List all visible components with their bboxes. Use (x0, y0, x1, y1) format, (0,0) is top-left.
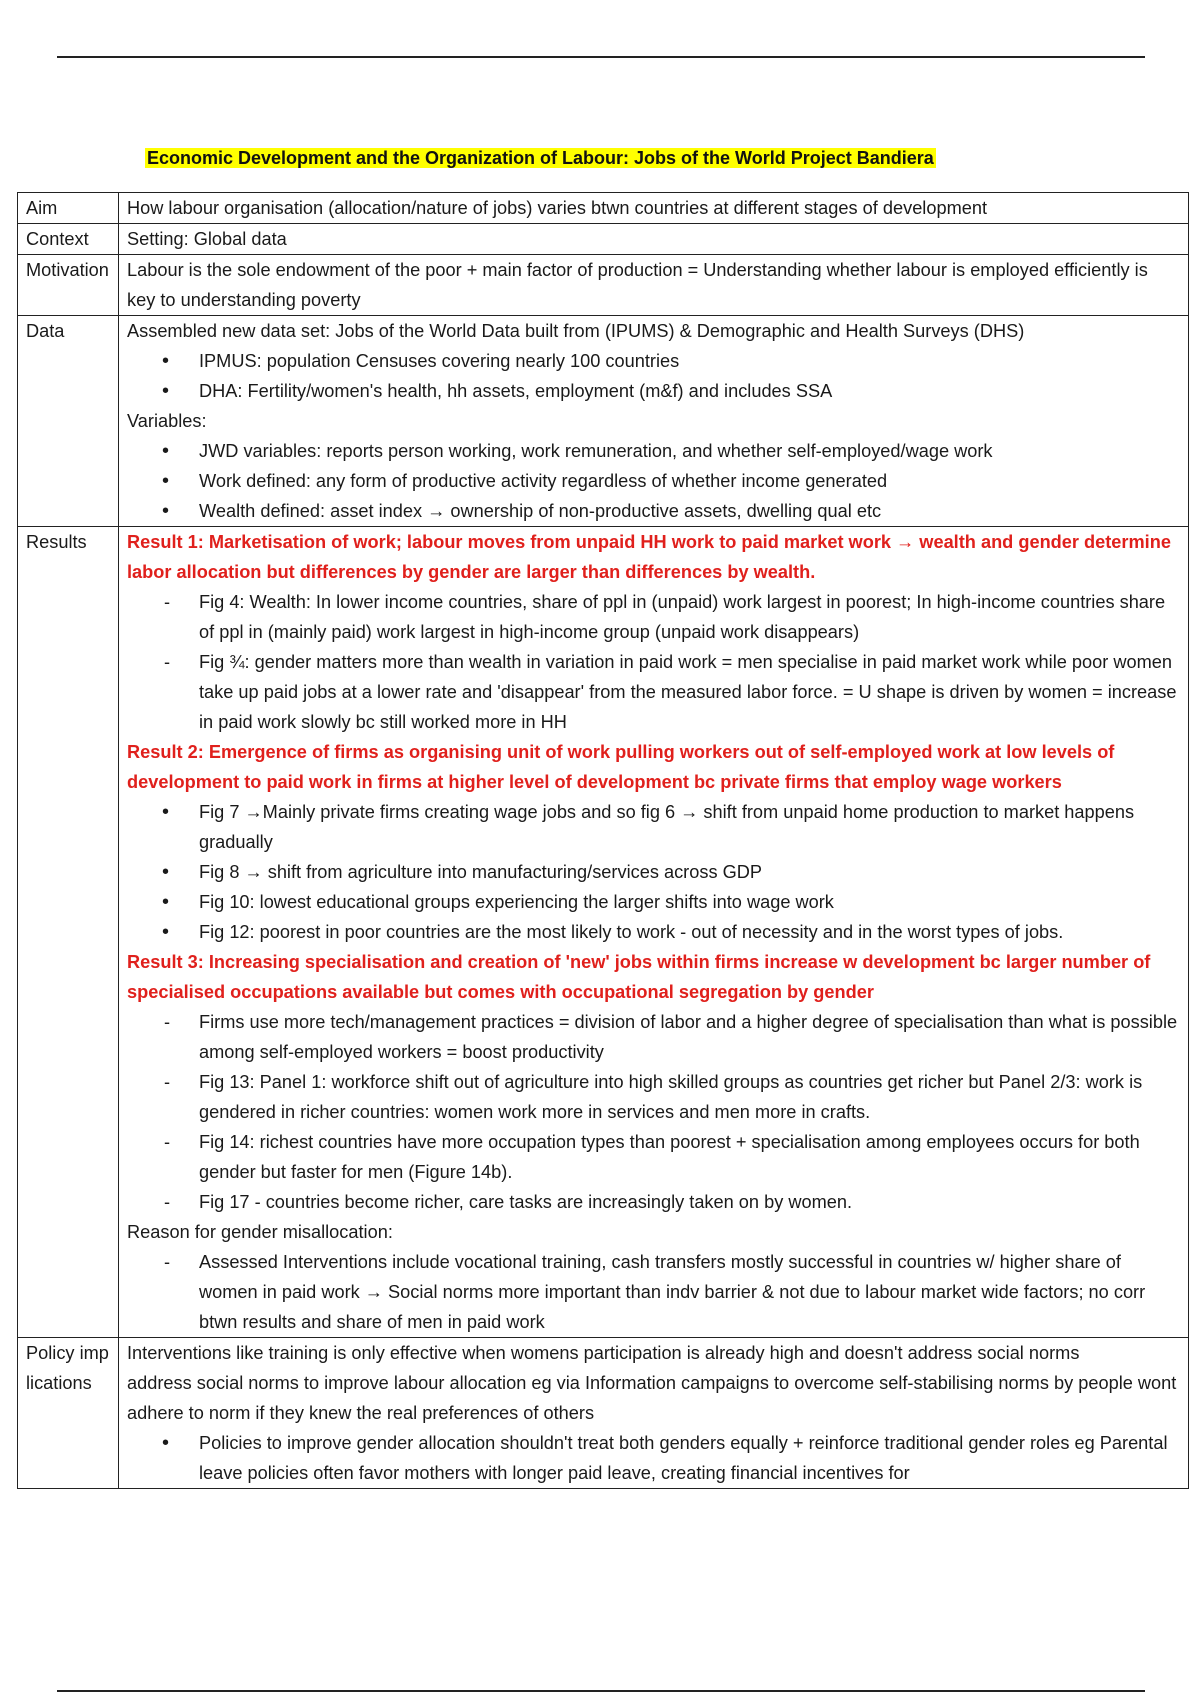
header-rule (57, 56, 1145, 58)
motivation-text: Labour is the sole endowment of the poor + main factor of production = Understanding whether labour is employed efficiently is key to understanding poverty (119, 255, 1189, 316)
list-item: - Fig 13: Panel 1: workforce shift out of agriculture into high skilled groups as countries get richer but Panel 2/3: work is gendered in richer countries: women work more in services and men more in crafts. (127, 1067, 1180, 1127)
row-motivation (18, 255, 1189, 316)
list-item: - Fig 4: Wealth: In lower income countries, share of ppl in (unpaid) work largest in poorest; In high-income countries share of ppl in (mainly paid) work largest in high-income group (unpaid work disappears) (127, 587, 1180, 647)
row-data (18, 316, 1189, 527)
result-2-heading: Result 2: Emergence of firms as organising unit of work pulling workers out of self-employed work at low levels of development to paid work in firms at higher level of development bc private firms that employ wage workers (127, 742, 1115, 792)
results-cell (119, 527, 1189, 1338)
result-1-heading: Result 1: Marketisation of work; labour moves from unpaid HH work to paid market work → wealth and gender determine labor allocation but differences by gender are larger than differences by wealth. (127, 532, 1171, 582)
aim-text: How labour organisation (allocation/nature of jobs) varies btwn countries at different stages of development (119, 193, 1189, 224)
list-item: - Fig 14: richest countries have more occupation types than poorest + specialisation among employees occurs for both gender but faster for men (Figure 14b). (127, 1127, 1180, 1187)
list-item: • JWD variables: reports person working, work remuneration, and whether self-employed/wage work (127, 436, 1180, 466)
list-item: - Fig 17 - countries become richer, care tasks are increasingly taken on by women. (127, 1187, 1180, 1217)
row-label-policy: Policy implications (18, 1338, 119, 1489)
variables-label: Variables: (127, 411, 207, 431)
row-results (18, 527, 1189, 1338)
page-title: Economic Development and the Organization of Labour: Jobs of the World Project Bandiera (147, 148, 934, 168)
title-wrap (145, 146, 936, 172)
list-item: - Fig ¾: gender matters more than wealth in variation in paid work = men specialise in paid market work while poor women take up paid jobs at a lower rate and 'disappear' from the measured labor force. = U shape is driven by women = increase in paid work slowly bc still worked more in HH (127, 647, 1180, 737)
context-text: Setting: Global data (119, 224, 1189, 255)
list-item: - Firms use more tech/management practices = division of labor and a higher degree of specialisation than what is possible among self-employed workers = boost productivity (127, 1007, 1180, 1067)
policy-line-2: address social norms to improve labour allocation eg via Information campaigns to overcome self-stabilising norms by people wont adhere to norm if they knew the real preferences of others (127, 1373, 1177, 1423)
result-1-points (127, 587, 1180, 737)
row-label-motivation: Motivation (18, 255, 119, 316)
result-2-points (127, 797, 1180, 947)
list-item: • Wealth defined: asset index → ownership of non-productive assets, dwelling qual etc (127, 496, 1180, 526)
policy-points (127, 1428, 1180, 1488)
row-label-context: Context (18, 224, 119, 255)
list-item: • Fig 7 →Mainly private firms creating wage jobs and so fig 6 → shift from unpaid home production to market happens gradually (127, 797, 1180, 857)
data-intro: Assembled new data set: Jobs of the World Data built from (IPUMS) & Demographic and Health Surveys (DHS) (127, 321, 1025, 341)
list-item: • Fig 8 → shift from agriculture into manufacturing/services across GDP (127, 857, 1180, 887)
summary-table (17, 192, 1189, 1489)
result-3-points (127, 1007, 1180, 1217)
data-cell (119, 316, 1189, 527)
policy-line-1: Interventions like training is only effective when womens participation is already high and doesn't address social norms (127, 1343, 1080, 1363)
footer-rule (57, 1690, 1145, 1692)
reason-points (127, 1247, 1180, 1337)
row-label-aim: Aim (18, 193, 119, 224)
row-aim (18, 193, 1189, 224)
list-item: • Work defined: any form of productive activity regardless of whether income generated (127, 466, 1180, 496)
list-item: • Policies to improve gender allocation shouldn't treat both genders equally + reinforce traditional gender roles eg Parental leave policies often favor mothers with longer paid leave, creating financial incentives for (127, 1428, 1180, 1488)
row-context (18, 224, 1189, 255)
row-label-data: Data (18, 316, 119, 527)
list-item: • IPMUS: population Censuses covering nearly 100 countries (127, 346, 1180, 376)
list-item: • Fig 10: lowest educational groups experiencing the larger shifts into wage work (127, 887, 1180, 917)
row-label-results: Results (18, 527, 119, 1338)
list-item: • Fig 12: poorest in poor countries are the most likely to work - out of necessity and in the worst types of jobs. (127, 917, 1180, 947)
list-item: - Assessed Interventions include vocational training, cash transfers mostly successful in countries w/ higher share of women in paid work → Social norms more important than indv barrier & not due to labour market wide factors; no corr btwn results and share of men in paid work (127, 1247, 1180, 1337)
result-3-heading: Result 3: Increasing specialisation and creation of 'new' jobs within firms increase w development bc larger number of specialised occupations available but comes with occupational segregation by gender (127, 952, 1151, 1002)
reason-label: Reason for gender misallocation: (127, 1222, 393, 1242)
policy-cell (119, 1338, 1189, 1489)
list-item: • DHA: Fertility/women's health, hh assets, employment (m&f) and includes SSA (127, 376, 1180, 406)
data-sources-list (127, 346, 1180, 406)
row-policy (18, 1338, 1189, 1489)
variables-list (127, 436, 1180, 526)
